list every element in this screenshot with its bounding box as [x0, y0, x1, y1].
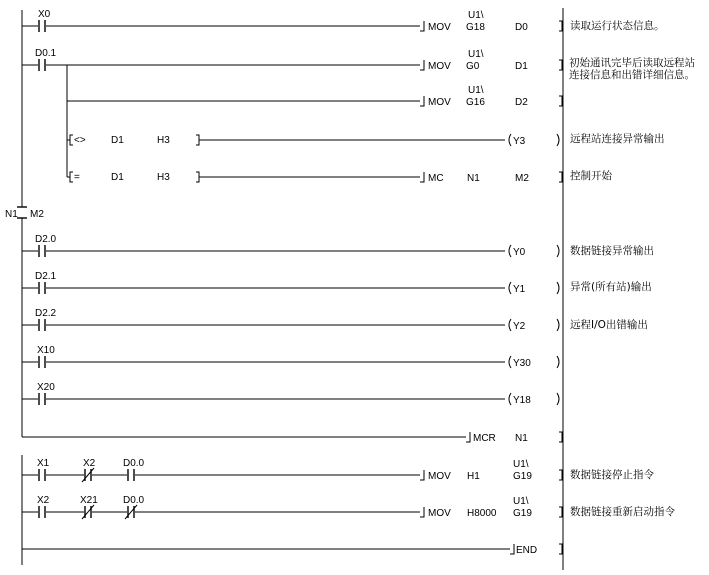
instruction-bracket-open	[420, 21, 424, 31]
instruction-src: N1	[467, 173, 480, 184]
rung-2	[22, 48, 695, 184]
instruction-op: MOV	[428, 22, 451, 33]
instruction-bracket-open	[510, 544, 514, 554]
contact-label: X2	[37, 495, 50, 506]
compare-bracket-open	[70, 135, 73, 145]
instruction-src: N1	[515, 433, 528, 444]
rung-comment: 连接信息和出错详细信息。	[569, 69, 695, 81]
rung-end	[22, 544, 562, 556]
instruction-src: G18	[466, 22, 485, 33]
rung-comment: 异常(所有站)输出	[570, 281, 652, 293]
contact-no[interactable]	[39, 245, 45, 257]
contact-no[interactable]	[39, 319, 45, 331]
coil-close	[557, 319, 559, 331]
contact-no[interactable]	[128, 469, 134, 481]
coil-open	[509, 282, 511, 294]
contact-label: D2.1	[35, 271, 57, 282]
rung-x10	[22, 345, 559, 369]
mc-nest-label: N1	[5, 209, 18, 220]
instruction-bracket-open	[420, 60, 424, 70]
instruction-dst: G19	[513, 508, 532, 519]
rung-x20	[22, 382, 559, 406]
instruction-bracket-close	[559, 432, 562, 442]
coil-close	[557, 356, 559, 368]
device-prefix: U1\	[468, 10, 484, 21]
instruction-src: G0	[466, 61, 480, 72]
compare-op: <>	[74, 135, 86, 146]
instruction-bracket-close	[559, 60, 562, 70]
instruction-bracket-open	[420, 470, 424, 480]
compare-bracket-close	[196, 172, 199, 182]
rung-d2-2	[22, 308, 648, 332]
contact-no[interactable]	[39, 282, 45, 294]
contact-no[interactable]	[39, 506, 45, 518]
contact-label: X21	[80, 495, 98, 506]
rung-comment: 数据链接停止指令	[570, 469, 654, 481]
coil-open	[509, 134, 511, 146]
instruction-bracket-close	[559, 96, 562, 106]
device-prefix: U1\	[513, 459, 529, 470]
instruction-bracket-close	[559, 470, 562, 480]
instruction-op: MOV	[428, 508, 451, 519]
rung-stop-link	[22, 458, 654, 482]
instruction-bracket-open	[420, 96, 424, 106]
rung-mcr	[22, 432, 562, 444]
coil-close	[557, 282, 559, 294]
rung-comment: 数据链接重新启动指令	[570, 506, 675, 518]
contact-no[interactable]	[39, 20, 45, 32]
contact-label: D0.1	[35, 48, 57, 59]
instruction-bracket-close	[559, 172, 562, 182]
instruction-src: G16	[466, 97, 485, 108]
contact-label: X1	[37, 458, 50, 469]
device-prefix: U1\	[513, 496, 529, 507]
instruction-dst: G19	[513, 471, 532, 482]
rung-comment: 数据链接异常输出	[570, 245, 654, 257]
device-prefix: U1\	[468, 49, 484, 60]
instruction-bracket-open	[420, 507, 424, 517]
rung-d2-0	[22, 234, 654, 258]
contact-label: D2.2	[35, 308, 57, 319]
coil-label: Y30	[513, 358, 531, 369]
instruction-op: MC	[428, 173, 444, 184]
contact-label: D0.0	[123, 458, 145, 469]
instruction-bracket-close	[559, 507, 562, 517]
coil-label: Y0	[513, 247, 526, 258]
compare-operand-a: D1	[111, 135, 124, 146]
contact-label: X20	[37, 382, 55, 393]
rung-d2-1	[22, 271, 652, 295]
instruction-op: MCR	[473, 433, 496, 444]
contact-label: X2	[83, 458, 96, 469]
rung-comment: 读取运行状态信息。	[570, 20, 665, 32]
coil-open	[509, 245, 511, 257]
contact-no[interactable]	[39, 59, 45, 71]
instruction-dst: D2	[515, 97, 528, 108]
contact-no[interactable]	[39, 469, 45, 481]
coil-open	[509, 319, 511, 331]
instruction-op: MOV	[428, 471, 451, 482]
master-control-marker	[5, 207, 44, 220]
compare-op: =	[74, 172, 80, 183]
coil-open	[509, 356, 511, 368]
coil-close	[557, 245, 559, 257]
contact-label: D2.0	[35, 234, 57, 245]
rung-comment: 初始通讯完毕后读取远程站	[569, 57, 695, 69]
contact-label: X0	[38, 9, 51, 20]
instruction-src: H8000	[467, 508, 497, 519]
coil-open	[509, 393, 511, 405]
instruction-bracket-open	[466, 432, 470, 442]
instruction-op: MOV	[428, 97, 451, 108]
coil-close	[557, 134, 559, 146]
coil-label: Y3	[513, 136, 526, 147]
instruction-src: H1	[467, 471, 480, 482]
contact-no[interactable]	[39, 393, 45, 405]
compare-operand-b: H3	[157, 172, 170, 183]
instruction-dst: D0	[515, 22, 528, 33]
instruction-bracket-close	[559, 544, 562, 554]
mc-device-label: M2	[30, 209, 44, 220]
compare-operand-b: H3	[157, 135, 170, 146]
instruction-bracket-close	[559, 21, 562, 31]
compare-bracket-close	[196, 135, 199, 145]
instruction-dst: M2	[515, 173, 529, 184]
instruction-bracket-open	[420, 172, 424, 182]
rung-comment: 控制开始	[570, 170, 612, 182]
compare-bracket-open	[70, 172, 73, 182]
rung-1	[22, 9, 665, 33]
rung-comment: 远程I/O出错输出	[570, 319, 648, 331]
coil-label: Y2	[513, 321, 526, 332]
contact-no[interactable]	[39, 356, 45, 368]
compare-operand-a: D1	[111, 172, 124, 183]
instruction-op: MOV	[428, 61, 451, 72]
contact-label: D0.0	[123, 495, 145, 506]
coil-label: Y1	[513, 284, 526, 295]
device-prefix: U1\	[468, 85, 484, 96]
end-instruction: END	[516, 545, 538, 556]
rung-comment: 远程站连接异常输出	[570, 133, 665, 145]
instruction-dst: D1	[515, 61, 528, 72]
coil-close	[557, 393, 559, 405]
coil-label: Y18	[513, 395, 531, 406]
contact-label: X10	[37, 345, 55, 356]
rung-restart-link	[22, 495, 675, 519]
